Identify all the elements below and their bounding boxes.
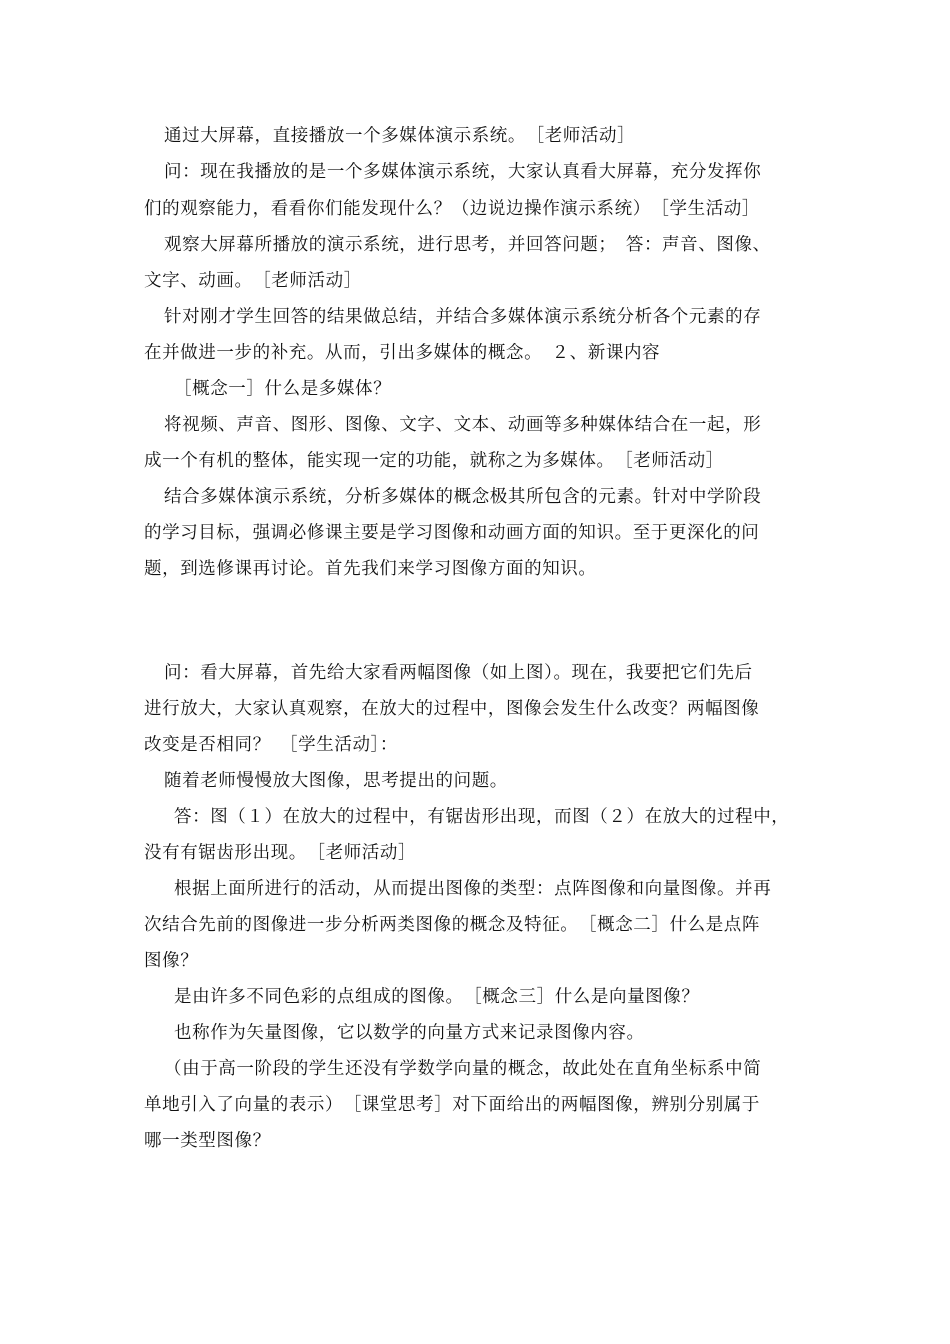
text-line-3: 们的观察能力，看看你们能发现什么？（边说边操作演示系统） ［学生活动］ [144,199,760,219]
text-line-19: 没有有锯齿形出现。 ［老师活动］ [144,843,417,863]
text-line-11: 结合多媒体演示系统，分析多媒体的概念极其所包含的元素。针对中学阶段 [164,487,762,507]
text-line-20: 根据上面所进行的活动，从而提出图像的类型：点阵图像和向量图像。并再 [174,879,772,899]
text-line-7: 在并做进一步的补充。从而，引出多媒体的概念。 ２、新课内容 [144,343,661,363]
text-line-14: 问：看大屏幕，首先给大家看两幅图像（如上图）。现在，我要把它们先后 [164,663,753,683]
text-line-2: 问：现在我播放的是一个多媒体演示系统，大家认真看大屏幕，充分发挥你 [164,162,762,182]
text-line-8: ［概念一］什么是多媒体？ [174,379,392,399]
text-line-26: 单地引入了向量的表示） ［课堂思考］对下面给出的两幅图像，辨别分别属于 [144,1095,760,1115]
text-line-6: 针对刚才学生回答的结果做总结，并结合多媒体演示系统分析各个元素的存 [164,307,762,327]
text-line-22: 图像？ [144,951,199,971]
text-line-9: 将视频、声音、图形、图像、文字、文本、动画等多种媒体结合在一起，形 [164,415,762,435]
text-line-4: 观察大屏幕所播放的演示系统，进行思考，并回答问题； 答：声音、图像、 [164,235,771,255]
text-line-15: 进行放大，大家认真观察，在放大的过程中，图像会发生什么改变？两幅图像 [144,699,760,719]
text-line-5: 文字、动画。 ［老师活动］ [144,271,362,291]
text-line-21: 次结合先前的图像进一步分析两类图像的概念及特征。 ［概念二］什么是点阵 [144,915,760,935]
text-line-25: （由于高一阶段的学生还没有学数学向量的概念，故此处在直角坐标系中简 [164,1059,762,1079]
text-line-12: 的学习目标，强调必修课主要是学习图像和动画方面的知识。至于更深化的问 [144,523,760,543]
text-line-10: 成一个有机的整体，能实现一定的功能，就称之为多媒体。 ［老师活动］ [144,451,724,471]
text-line-24: 也称作为矢量图像，它以数学的向量方式来记录图像内容。 [174,1023,645,1043]
text-line-16: 改变是否相同？ ［学生活动］： [144,735,398,755]
text-line-13: 题，到选修课再讨论。首先我们来学习图像方面的知识。 [144,559,597,579]
text-line-1: 通过大屏幕，直接播放一个多媒体演示系统。 ［老师活动］ [164,126,636,146]
text-line-17: 随着老师慢慢放大图像，思考提出的问题。 [164,771,508,791]
text-line-18: 答：图（１）在放大的过程中，有锯齿形出现，而图（２）在放大的过程中， [174,807,790,827]
text-line-23: 是由许多不同色彩的点组成的图像。 ［概念三］什么是向量图像？ [174,987,700,1007]
text-line-27: 哪一类型图像？ [144,1131,271,1151]
